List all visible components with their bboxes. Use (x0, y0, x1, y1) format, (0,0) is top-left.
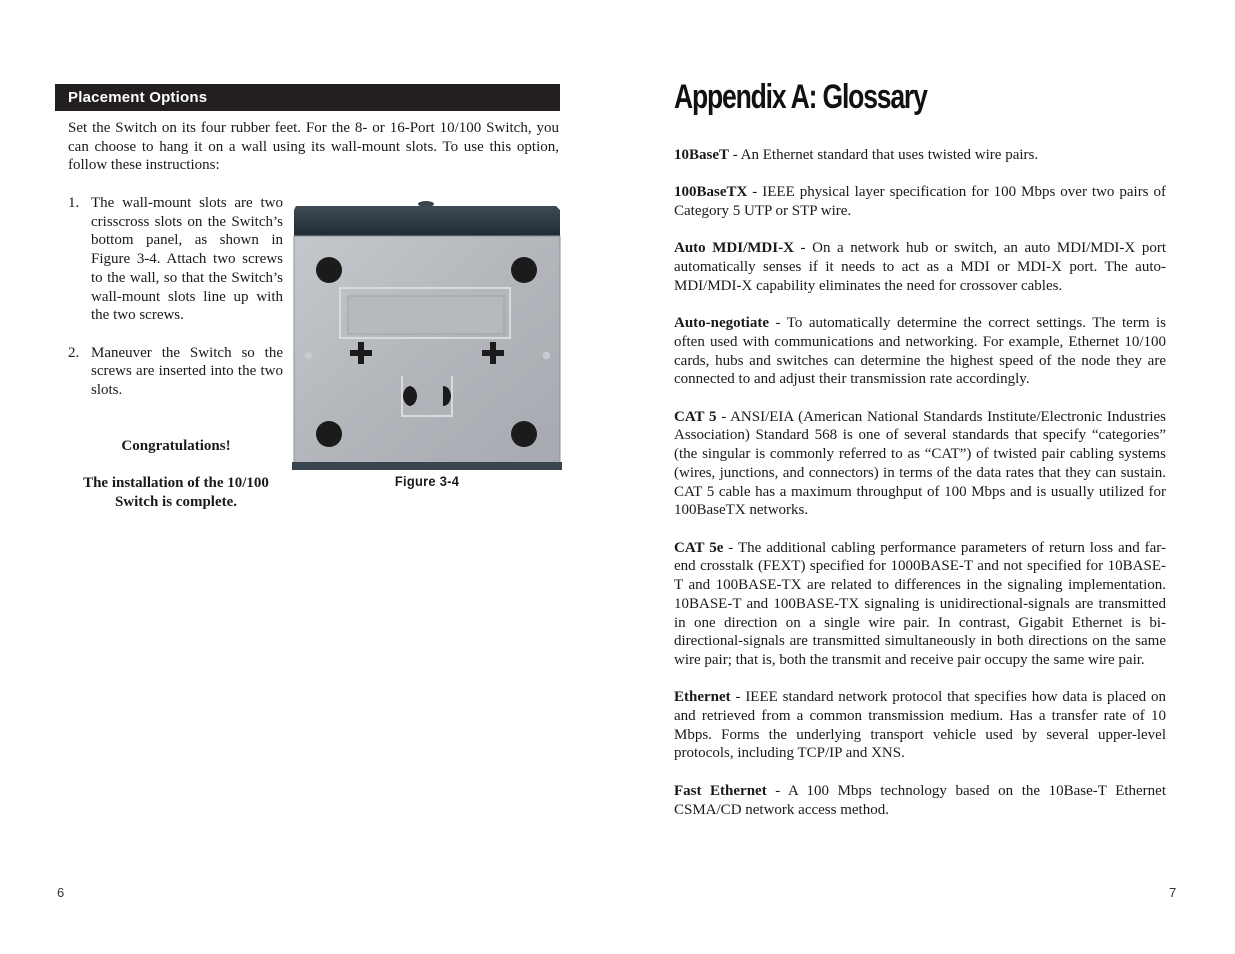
page-number: 6 (57, 885, 65, 900)
glossary-entry (674, 539, 1166, 670)
switch-bottom-panel-figure (292, 198, 562, 473)
page-number: 7 (1169, 885, 1177, 900)
section-title-bar: Placement Options (55, 84, 560, 111)
congratulations-note (70, 437, 282, 512)
glossary-term: 100BaseTX (674, 184, 748, 201)
glossary-definition: - To automatically determine the correct settings. The term is often used with communications and networking. For example, Ethernet 10/100 cards, hubs and switches can determine the highest speed of the node they are connected to and adjust their transmission rate accordingly. (674, 315, 1166, 388)
glossary-term: CAT 5 (674, 408, 717, 425)
svg-text:●: ● (542, 350, 551, 361)
right-page (617, 0, 1235, 954)
glossary-term: Fast Ethernet (674, 782, 767, 799)
glossary-entry (674, 408, 1166, 520)
glossary-entry (674, 688, 1166, 763)
glossary-entry (674, 782, 1166, 819)
glossary-entry (674, 314, 1166, 389)
step-number: 1. (68, 195, 80, 211)
glossary-definition: - On a network hub or switch, an auto MDI/MDI-X port automatically senses if it needs to act as a MDI or MDI-X port. The auto-MDI/MDI-X capability eliminates the need for crossover cables. (674, 240, 1166, 294)
instruction-step (68, 344, 283, 400)
glossary-term: CAT 5e (674, 539, 724, 556)
svg-text:●: ● (304, 350, 313, 361)
glossary-definition: - The additional cabling performance parameters of return loss and far-end crosstalk (FEXT) specified for 1000BASE-T and not specified for 10BASE-T and 100BASE-TX are related to differences in the signaling implementation. 10BASE-T and 100BASE-TX signaling is unidirectional-signals are transmitted in one direction on a single wire pair. In contrast, Gigabit Ethernet is bi-directional-signals are transmitted simultaneously in both directions on the same wire pair; that is, both the transmit and receive pair occupy the same wire pair. (674, 539, 1166, 668)
congrats-heading: Congratulations! (121, 438, 231, 454)
intro-paragraph: Set the Switch on its four rubber feet. For the 8- or 16-Port 10/100 Switch, you can choose to hang it on a wall using its wall-mount slots. To use this option, follow these instructions: (68, 120, 559, 174)
figure-caption: Figure 3-4 (394, 473, 460, 489)
glossary-entry (674, 239, 1166, 295)
glossary-term: Ethernet (674, 689, 731, 706)
instruction-step (68, 194, 283, 325)
glossary-list (674, 146, 1166, 838)
glossary-entry (674, 183, 1166, 220)
instruction-list (68, 194, 283, 418)
glossary-entry (674, 146, 1166, 165)
glossary-definition: - A 100 Mbps technology based on the 10Base-T Ethernet CSMA/CD network access method. (674, 782, 1166, 818)
glossary-definition: - An Ethernet standard that uses twisted wire pairs. (729, 147, 1039, 163)
glossary-term: Auto MDI/MDI-X (674, 240, 794, 257)
page-title: Appendix A: Glossary (674, 78, 927, 116)
congrats-message: The installation of the 10/100 Switch is complete. (83, 475, 269, 511)
glossary-definition: - IEEE physical layer specification for 100 Mbps over two pairs of Category 5 UTP or STP wire. (674, 184, 1166, 220)
step-text: The wall-mount slots are two crisscross slots on the Switch’s bottom panel, as shown in Figure 3-4. Attach two screws to the wall, so that the Switch’s wall-mount slots line up with the two screws. (91, 195, 283, 324)
glossary-definition: - IEEE standard network protocol that specifies how data is placed on and retrieved from a common transmission medium. Has a transfer rate of 10 Mbps. Forms the underlying transport vehicle used by several upper-level protocols, including TCP/IP and XNS. (674, 689, 1166, 762)
glossary-term: 10BaseT (674, 147, 730, 163)
step-text: Maneuver the Switch so the screws are inserted into the two slots. (91, 344, 283, 399)
glossary-term: Auto-negotiate (674, 315, 769, 332)
glossary-definition: - ANSI/EIA (American National Standards Institute/Electronic Industries Association) Standard 568 is one of several standards that specify “categories” (the singular is commonly referred to as “CAT”) of twisted pair cabling systems (wires, junctions, and connectors) in terms of the data rates that they can sustain. CAT 5 cable has a maximum throughput of 100 Mbps and is usually utilized for 100BaseTX networks. (674, 408, 1166, 519)
left-page (0, 0, 617, 954)
step-number: 2. (68, 344, 80, 361)
